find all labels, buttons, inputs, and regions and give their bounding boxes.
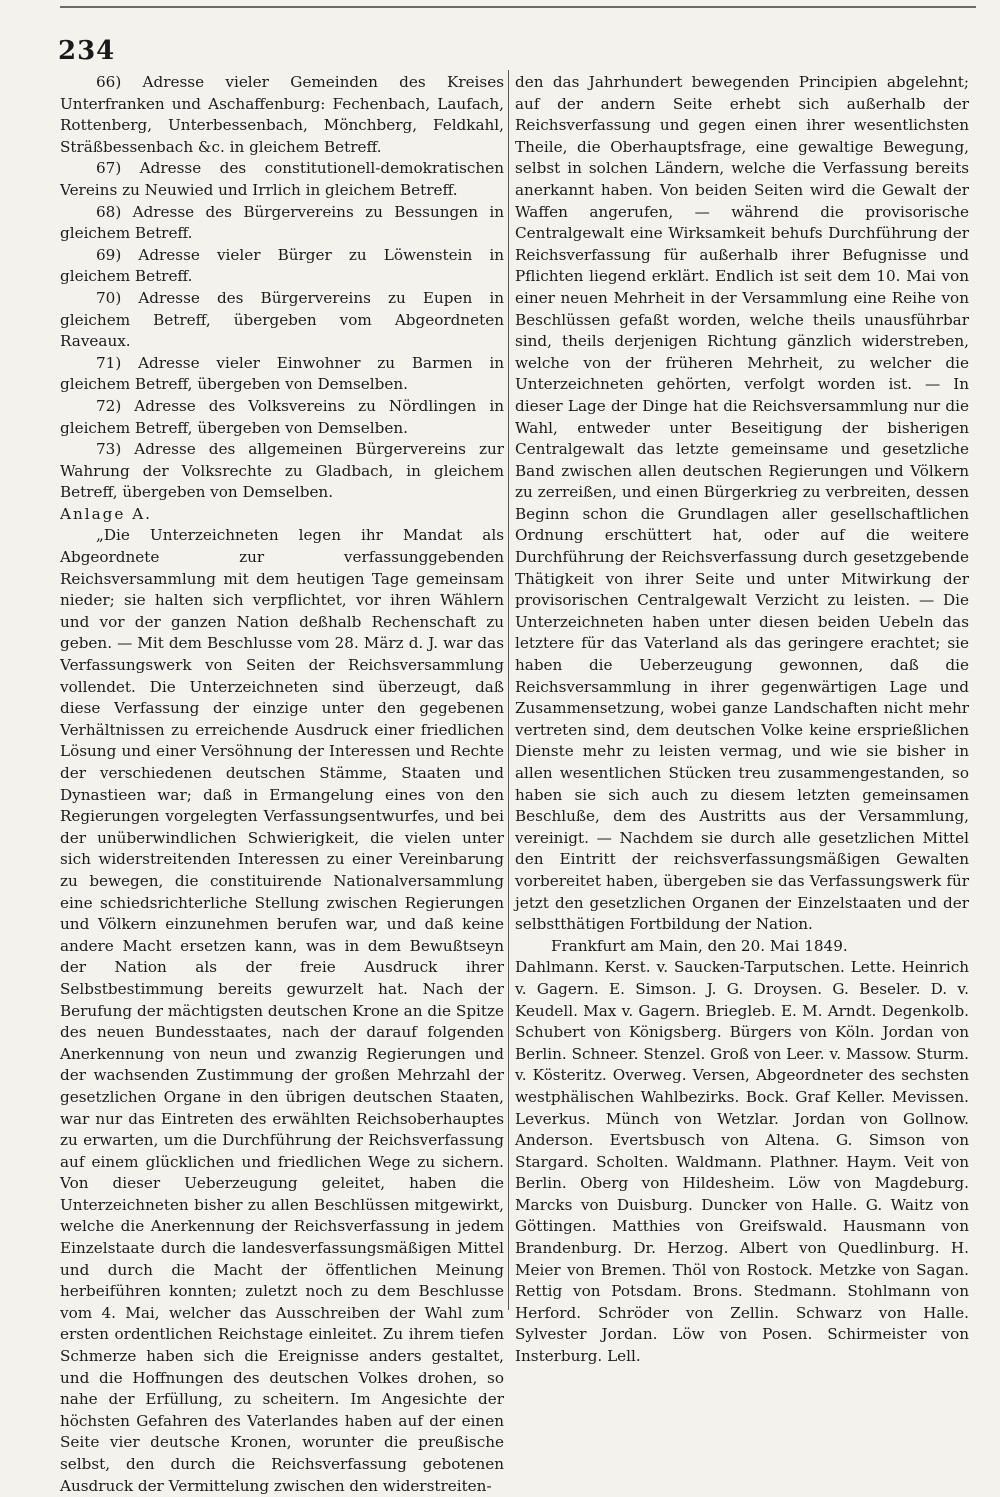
annex-text-continued: den das Jahrhundert bewegenden Principien abgelehnt; auf der andern Seite erhebt sich außerhalb der Reichsverfassung und gegen einen ihrer wesentlichsten Theile, die Oberhauptsfrage, eine gewaltige Bewegung, selbst in solchen Ländern, welche die Verfassung bereits anerkannt haben. Von beiden Seiten wird die Gewalt der Waffen angerufen, — während die provisorische Centralgewalt eine Wirksamkeit behufs Durchführung der Reichsverfassung für außerhalb ihrer Befugnisse und Pflichten liegend erklärt. Endlich ist seit dem 10. Mai von einer neuen Mehrheit in der Versammlung eine Reihe von Beschlüssen gefaßt worden, welche theils unausführbar sind, theils derjenigen Richtung gänzlich widerstreben, welche von der früheren Mehrheit, zu welcher die Unterzeichneten gehörten, verfolgt worden ist. — In dieser Lage der Dinge hat die Reichsversammlung nur die Wahl, entweder unter Beseitigung der bisherigen Centralgewalt das letzte gemeinsame und gesetzliche Band zwischen allen deutschen Regierungen und Völkern zu zerreißen, und einen Bürgerkrieg zu verbreiten, dessen Beginn schon die Grundlagen aller gesellschaftlichen Ordnung erschüttert hat, oder auf die weitere Durchführung der Reichsverfassung durch gesetzgebende Thätigkeit von ihrer Seite und unter Mitwirkung der provisorischen Centralgewalt Verzicht zu leisten. — Die Unterzeichneten haben unter diesen beiden Uebeln das letztere für das Vaterland als das geringere erachtet; sie haben die Ueberzeugung gewonnen, daß die Reichsversammlung in ihrer gegenwärtigen Lage und Zusammensetzung, wobei ganze Landschaften nicht mehr vertreten sind, dem deutschen Volke keine ersprießlichen Dienste mehr zu leisten vermag, und wie sie bisher in allen wesentlichen Stücken treu zusammengestanden, so haben sie sich auch zu diesem letzten gemeinsamen Beschluße, dem des Austritts aus der Versammlung, vereinigt. — Nachdem sie durch alle gesetzlichen Mittel den Eintritt der reichsverfassungsmäßigen Gewalten vorbereitet haben, übergeben sie das Verfassungswerk für jetzt den gesetzlichen Organen der Einzelstaaten und der selbstthätigen Fortbildung der Nation.: [515, 73, 969, 934]
address-item: 69) Adresse vieler Bürger zu Löwenstein in gleichem Betreff.: [60, 245, 504, 286]
address-item: 68) Adresse des Bürgervereins zu Bessungen in gleichem Betreff.: [60, 202, 504, 243]
dateline: Frankfurt am Main, den 20. Mai 1849.: [551, 936, 848, 955]
annex-text: „Die Unterzeichneten legen ihr Mandat als Abgeordnete zur verfassunggebenden Reichsversammlung mit dem heutigen Tage gemeinsam nieder; sie halten sich verpflichtet, vor ihren Wählern und vor der ganzen Nation deßhalb Rechenschaft zu geben. — Mit dem Beschlusse vom 28. März d. J. war das Verfassungswerk von Seiten der Reichsversammlung vollendet. Die Unterzeichneten sind überzeugt, daß diese Verfassung der einzige unter den gegebenen Verhältnissen zu erreichende Ausdruck einer friedlichen Lösung und einer Versöhnung der Interessen und Rechte der verschiedenen deutschen Stämme, Staaten und Dynastieen war; daß in Ermangelung eines von den Regierungen vorgelegten Verfassungsentwurfes, und bei der unüberwindlichen Schwierigkeit, die vielen unter sich widerstreitenden Interessen zu einer Vereinbarung zu bewegen, die constituirende Nationalversammlung eine schiedsrichterliche Stellung zwischen Regierungen und Völkern einzunehmen berufen war, und daß keine andere Macht ersetzen kann, was in dem Bewußtseyn der Nation als der freie Ausdruck ihrer Selbstbestimmung bereits gewurzelt hat. Nach der Berufung der mächtigsten deutschen Krone an die Spitze des neuen Bundesstaates, nach der darauf folgenden Anerkennung von neun und zwanzig Regierungen und der wachsenden Zustimmung der großen Mehrzahl der gesetzlichen Organe in den übrigen deutschen Staaten, war nur das Eintreten des erwählten Reichsoberhauptes zu erwarten, um die Durchführung der Reichsverfassung auf einem glücklichen und friedlichen Wege zu sichern. Von dieser Ueberzeugung geleitet, haben die Unterzeichneten bisher zu allen Beschlüssen mitgewirkt, welche die Anerkennung der Reichsverfassung in jedem Einzelstaate durch die landesverfassungsmäßigen Mittel und durch die Macht der öffentlichen Meinung herbeiführen konnten; zuletzt noch zu dem Beschlusse vom 4. Mai, welcher das Ausschreiben der Wahl zum ersten ordentlichen Reichstage einleitet. Zu ihrem tiefen Schmerze haben sich die Ereignisse anders gestaltet, und die Hoffnungen des deutschen Volkes drohen, so nahe der Erfüllung, zu scheitern. Im Angesichte der höchsten Gefahren des Vaterlandes haben auf der einen Seite vier deutsche Kronen, worunter die preußische selbst, den durch die Reichsverfassung gebotenen Ausdruck der Vermittelung zwischen den widerstreiten-: [60, 526, 504, 1495]
annex-heading: Anlage A.: [60, 504, 152, 523]
address-item: 73) Adresse des allgemeinen Bürgervereins zur Wahrung der Volksrechte zu Gladbach, in gleichem Betreff, übergeben von Demselben.: [60, 440, 504, 502]
signatures: Dahlmann. Kerst. v. Saucken-Tarputschen. Lette. Heinrich v. Gagern. E. Simson. J. G. Droysen. G. Beseler. D. v. Keudell. Max v. Gagern. Briegleb. E. M. Arndt. Degenkolb. Schubert von Königsberg. Bürgers von Köln. Jordan von Berlin. Schneer. Stenzel. Groß von Leer. v. Massow. Sturm. v. Kösteritz. Overweg. Versen, Abgeordneter des sechsten westphälischen Wahlbezirks. Bock. Graf Keller. Mevissen. Leverkus. Münch von Wetzlar. Jordan von Gollnow. Anderson. Evertsbusch von Altena. G. Simson von Stargard. Scholten. Waldmann. Plathner. Haym. Veit von Berlin. Oberg von Hildesheim. Löw von Magdeburg. Marcks von Duisburg. Duncker von Halle. G. Waitz von Göttingen. Matthies von Greifswald. Hausmann von Brandenburg. Dr. Herzog. Albert von Quedlinburg. H. Meier von Bremen. Thöl von Rostock. Metzke von Sagan. Rettig von Potsdam. Brons. Stedmann. Stohlmann von Herford. Schröder von Zellin. Schwarz von Halle. Sylvester Jordan. Löw von Posen. Schirmeister von Insterburg. Lell.: [515, 958, 969, 1366]
column-divider: [508, 70, 509, 1310]
left-column: [60, 72, 504, 1497]
top-rule: [60, 6, 976, 8]
address-item: 66) Adresse vieler Gemeinden des Kreises Unterfranken und Aschaffenburg: Fechenbach, Laufach, Rottenberg, Unterbessenbach, Mönchberg, Feldkahl, Sträßbessenbach &c. in gleichem Betreff.: [60, 73, 504, 156]
address-item: 72) Adresse des Volksvereins zu Nördlingen in gleichem Betreff, übergeben von Demselben.: [60, 396, 504, 437]
address-item: 70) Adresse des Bürgervereins zu Eupen in gleichem Betreff, übergeben vom Abgeordneten Raveaux.: [60, 288, 504, 351]
address-item: 71) Adresse vieler Einwohner zu Barmen in gleichem Betreff, übergeben von Demselben.: [60, 353, 504, 394]
page-number: 234: [58, 36, 116, 66]
address-item: 67) Adresse des constitutionell-demokratischen Vereins zu Neuwied und Irrlich in gleichem Betreff.: [60, 159, 504, 199]
right-column: [515, 72, 969, 1368]
